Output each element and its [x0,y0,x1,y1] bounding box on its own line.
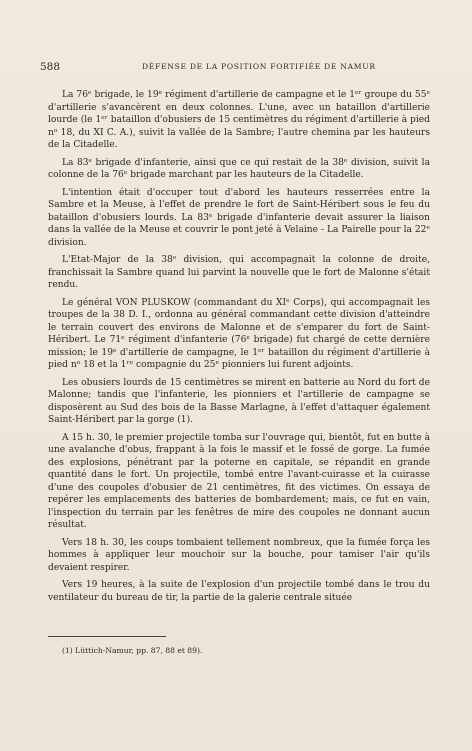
paragraph: Vers 19 heures, à la suite de l'explosion d'un projectile tombé dans le trou du ventilateur du bureau de tir, la partie de la galerie centrale située [48,580,430,603]
page-number: 588 [40,61,61,73]
footnote-rule [48,636,166,637]
paragraph: L'intention était d'occuper tout d'abord les hauteurs resserrées entre la Sambre et la Meuse, à l'effet de prendre le fort de Saint-Héribert sous le feu du bataillon d'obusiers lourds. La 83ᵉ brigade d'infanterie devait assurer la liaison dans la vallée de la Meuse et couvrir le pont jeté à Velaine - La Pairelle pour la 22ᵉ division. [48,187,430,248]
running-head: DÉFENSE DE LA POSITION FORTIFIÉE DE NAMUR [142,62,376,71]
paragraph: La 76ᵉ brigade, le 19ᵉ régiment d'artillerie de campagne et le 1ᵉʳ groupe du 55ᵉ d'artillerie s'avancèrent en deux colonnes. L'une, avec un bataillon d'artillerie lourde (le 1ᵉʳ bataillon d'obusiers de 15 centimètres du régiment d'artillerie à pied nᵒ 18, du XI C. A.), suivit la vallée de la Sambre; l'autre chemina par les hauteurs de la Citadelle. [48,90,430,150]
footnote: (1) Lüttich-Namur, pp. 87, 88 et 89). [62,646,203,655]
paragraph: La 83ᵉ brigade d'infanterie, ainsi que ce qui restait de la 38ᵉ division, suivit la colonne de la 76ᵉ brigade marchant par les hauteurs de la Citadelle. [48,157,430,180]
body-text [48,89,430,609]
page-header [40,61,430,75]
paragraph: Le général VON PLUSKOW (commandant du XIᵉ Corps), qui accompagnait les troupes de la 38 D. I., ordonna au général commandant cette division d'atteindre le terrain couvert des environs de Malonne et de s'emparer du fort de Saint-Héribert. Le 71ᵉ régiment d'infanterie (76ᵉ brigade) fut chargé de cette dernière mission; le 19ᵉ d'artillerie de campagne, le 1ᵉʳ bataillon du régiment d'artillerie à pied nᵒ 18 et la 1ʳᵉ compagnie du 25ᵉ pionniers lui furent adjoints. [48,297,430,370]
paragraph: A 15 h. 30, le premier projectile tomba sur l'ouvrage qui, bientôt, fut en butte à une avalanche d'obus, frappant à la fois le massif et le fossé de gorge. La fumée des explosions, pénétrant par la poterne en capitale, se répandit en grande quantité dans le fort. Un projectile, tombé entre l'avant-cuirasse et la cuirasse d'une des coupoles d'obusier de 21 centimètres, fit des victimes. On essaya de repérer les emplacements des batteries de bombardement; mais, ce fut en vain, l'inspection du terrain par les fenêtres de mire des coupoles ne donnant aucun résultat. [48,432,430,530]
paragraph: Vers 18 h. 30, les coups tombaient tellement nombreux, que la fumée força les hommes à appliquer leur mouchoir sur la bouche, pour tamiser l'air qu'ils devaient respirer. [48,537,430,573]
paragraph: Les obusiers lourds de 15 centimètres se mirent en batterie au Nord du fort de Malonne; tandis que l'infanterie, les pionniers et l'artillerie de campagne se disposèrent au Sud des bois de la Basse Marlagne, à l'effet d'attaquer également Saint-Héribert par la gorge (1). [48,377,430,425]
paragraph: L'Etat-Major de la 38ᵉ division, qui accompagnait la colonne de droite, franchissait la Sambre quand lui parvint la nouvelle que le fort de Malonne s'était rendu. [48,255,430,290]
